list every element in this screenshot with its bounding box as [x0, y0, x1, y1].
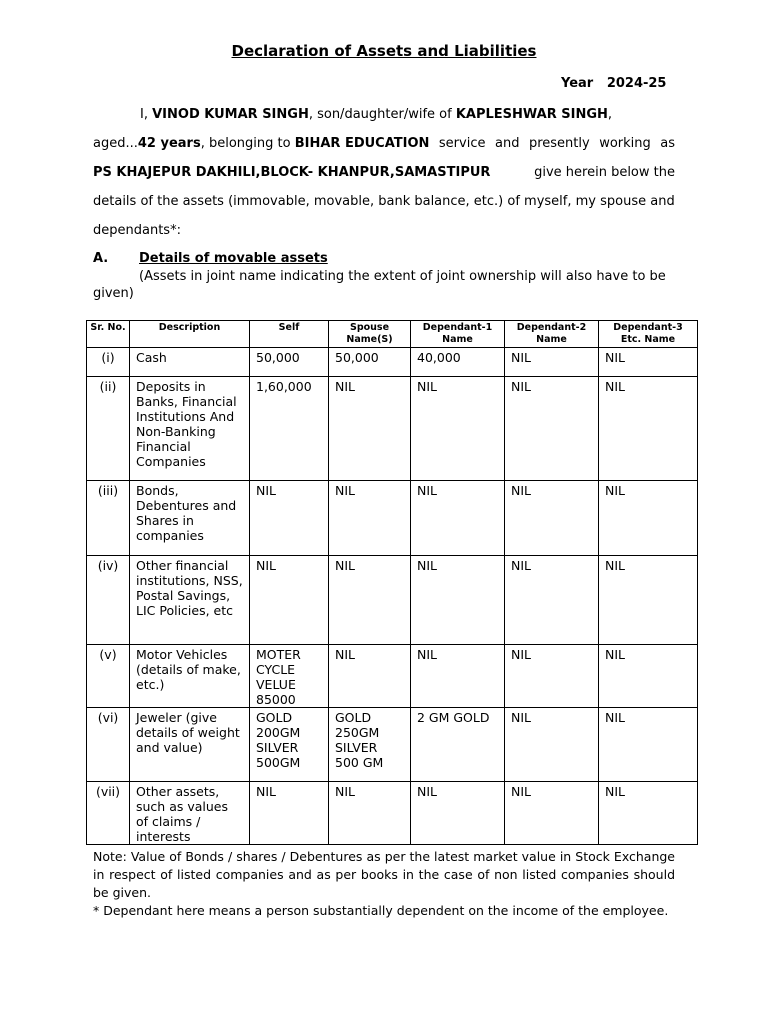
table-cell: (v) [87, 645, 130, 708]
table-cell: NIL [599, 645, 698, 708]
table-cell: 40,000 [411, 348, 505, 377]
section-a-letter: A. [93, 251, 109, 266]
table-cell: Jeweler (give details of weight and value) [130, 708, 250, 782]
section-a-subtitle-line-2: given) [93, 286, 134, 301]
table-cell: NIL [599, 481, 698, 556]
declaration-line-1 [93, 100, 675, 129]
table-cell: Deposits in Banks, Financial Institutions And Non-Banking Financial Companies [130, 377, 250, 481]
table-cell: NIL [329, 782, 411, 845]
table-cell: MOTER CYCLE VELUE 85000 [250, 645, 329, 708]
table-cell: (vi) [87, 708, 130, 782]
table-cell: NIL [411, 782, 505, 845]
age-phrase [93, 129, 429, 158]
table-cell: NIL [250, 556, 329, 645]
column-header: Spouse Name(S) [329, 321, 411, 348]
year-value: 2024-25 [606, 76, 667, 91]
declaration-line-4: details of the assets (immovable, movable, bank balance, etc.) of myself, my spouse and [93, 194, 675, 209]
table-cell: NIL [599, 556, 698, 645]
text-span: presently [528, 136, 590, 151]
table-row [87, 377, 698, 481]
table-cell: NIL [329, 556, 411, 645]
year-label: Year [561, 76, 594, 91]
movable-assets-table [86, 320, 698, 845]
section-a-subtitle-line-1: (Assets in joint name indicating the extent of joint ownership will also have to be [139, 269, 666, 284]
table-cell: Bonds, Debentures and Shares in companies [130, 481, 250, 556]
table-cell: Motor Vehicles (details of make, etc.) [130, 645, 250, 708]
table-row [87, 782, 698, 845]
table-cell: Cash [130, 348, 250, 377]
table-cell: 2 GM GOLD [411, 708, 505, 782]
document-title: Declaration of Assets and Liabilities [231, 42, 537, 60]
posting-place: PS KHAJEPUR DAKHILI,BLOCK- KHANPUR,SAMASTIPUR [93, 165, 491, 180]
table-cell: 50,000 [250, 348, 329, 377]
table-cell: (vii) [87, 782, 130, 845]
table-cell: NIL [505, 377, 599, 481]
table-cell: 1,60,000 [250, 377, 329, 481]
table-cell: NIL [250, 481, 329, 556]
table-cell: NIL [411, 377, 505, 481]
footnotes [93, 848, 675, 920]
table-cell: NIL [505, 782, 599, 845]
table-cell: NIL [505, 348, 599, 377]
text-span: I, [140, 107, 153, 122]
column-header: Dependant-1 Name [411, 321, 505, 348]
table-cell: NIL [329, 377, 411, 481]
table-row [87, 348, 698, 377]
table-cell: (iv) [87, 556, 130, 645]
year-line [561, 76, 666, 91]
declarant-name: VINOD KUMAR SINGH [152, 107, 309, 122]
column-header: Description [130, 321, 250, 348]
section-a-subtitle [93, 268, 675, 302]
text-span: and [494, 136, 520, 151]
table-row [87, 556, 698, 645]
table-cell: 50,000 [329, 348, 411, 377]
table-cell: (i) [87, 348, 130, 377]
declaration-paragraph [93, 100, 675, 245]
table-cell: NIL [599, 782, 698, 845]
text-span: as [660, 136, 675, 151]
table-cell: Other financial institutions, NSS, Postal Savings, LIC Policies, etc [130, 556, 250, 645]
column-header: Sr. No. [87, 321, 130, 348]
table-cell: NIL [505, 556, 599, 645]
text-span: , [607, 107, 613, 122]
table-cell: NIL [411, 645, 505, 708]
table-cell: NIL [599, 377, 698, 481]
service-name: BIHAR EDUCATION [294, 136, 430, 151]
table-cell: NIL [250, 782, 329, 845]
note-market-value: Note: Value of Bonds / shares / Debentures as per the latest market value in Stock Exchange in respect of listed companies and as per books in the case of non listed companies should be given. [93, 849, 675, 900]
column-header: Dependant-3 Etc. Name [599, 321, 698, 348]
table-cell: (iii) [87, 481, 130, 556]
declaration-line-2 [93, 129, 675, 158]
declaration-line-3 [93, 158, 675, 187]
table-cell: (ii) [87, 377, 130, 481]
column-header: Self [250, 321, 329, 348]
text-span: service [438, 136, 486, 151]
text-span: give herein below the [534, 165, 675, 180]
table-cell: NIL [599, 708, 698, 782]
note-dependant-definition: * Dependant here means a person substantially dependent on the income of the employee. [93, 903, 669, 918]
table-cell: NIL [505, 481, 599, 556]
table-cell: NIL [599, 348, 698, 377]
text-span: , son/daughter/wife of [308, 107, 456, 122]
table-cell: Other assets, such as values of claims / interests [130, 782, 250, 845]
column-header: Dependant-2 Name [505, 321, 599, 348]
text-span: , belonging to [200, 136, 295, 151]
table-cell: NIL [505, 645, 599, 708]
table-header-row [87, 321, 698, 348]
text-span: aged... [93, 136, 138, 151]
table-cell: NIL [411, 481, 505, 556]
age-value: 42 years [137, 136, 201, 151]
table-cell: NIL [411, 556, 505, 645]
table-row [87, 645, 698, 708]
table-cell: GOLD 200GM SILVER 500GM [250, 708, 329, 782]
table-row [87, 708, 698, 782]
table-row [87, 481, 698, 556]
table-cell: GOLD 250GM SILVER 500 GM [329, 708, 411, 782]
declaration-line-5: dependants*: [93, 223, 181, 238]
section-a-title: Details of movable assets [139, 251, 328, 266]
text-span: working [599, 136, 651, 151]
table-cell: NIL [505, 708, 599, 782]
father-name: KAPLESHWAR SINGH [455, 107, 608, 122]
table-cell: NIL [329, 645, 411, 708]
table-cell: NIL [329, 481, 411, 556]
